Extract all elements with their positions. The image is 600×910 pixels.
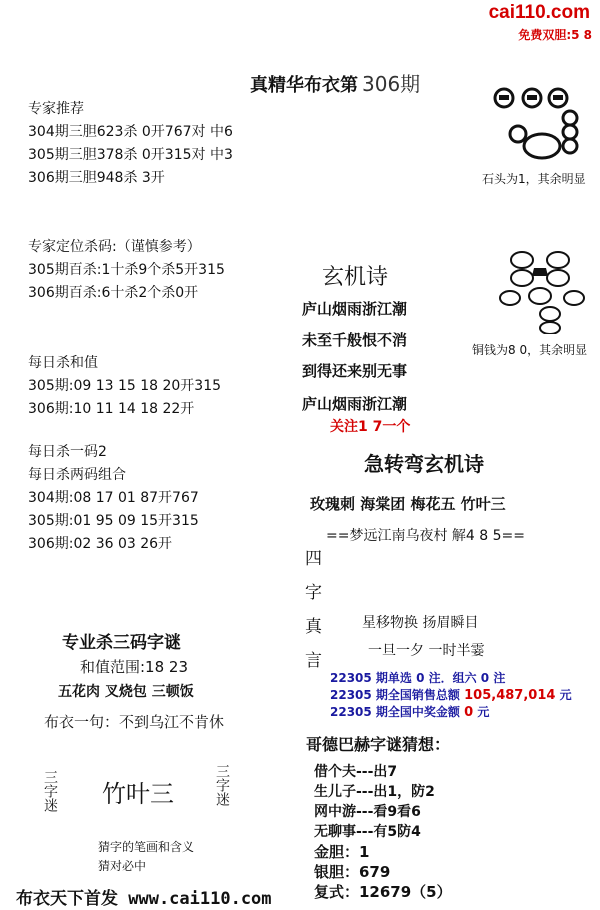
title-text: 真精华布衣第 <box>250 75 358 96</box>
four-words-char: 四 <box>305 549 322 569</box>
kill-position-line: 306期百杀:6十杀2个杀0开 <box>28 285 199 301</box>
riddle-dishes: 五花肉 叉烧包 三顿饭 <box>58 684 194 700</box>
poem2-line-1: 玫瑰刺 海棠团 梅花五 竹叶三 <box>310 495 506 513</box>
expert-line: 304期三胆623杀 0开767对 中6 <box>28 124 233 140</box>
stat-value: 105,487,014 <box>464 688 556 703</box>
poem1-line: 庐山烟雨浙江潮 <box>302 300 408 318</box>
poem1-heading: 玄机诗 <box>322 265 389 290</box>
stat-unit: 元 <box>477 705 490 719</box>
stone-puzzle-image <box>490 84 590 170</box>
goethe-heading: 哥德巴赫字谜猜想： <box>306 735 451 754</box>
daily-kill-line: 306期:02 36 03 26开 <box>28 536 173 552</box>
stat-label: 22305 期全国销售总额 <box>330 688 460 702</box>
stat-single-selection <box>330 669 505 686</box>
poem1-line: 到得还来别无事 <box>302 362 408 380</box>
four-words-line-2: 一旦一夕 一时半霎 <box>368 643 485 659</box>
page-title <box>250 68 420 97</box>
four-words-char: 真 <box>305 617 322 637</box>
four-words-char: 字 <box>305 583 322 603</box>
goethe-line: 生儿子---出1，防2 <box>314 784 435 800</box>
stat-prize-total <box>330 703 489 720</box>
stat-label: 22305 期全国中奖金额 <box>330 705 460 719</box>
poem1-line: 庐山烟雨浙江潮 <box>302 395 408 413</box>
goethe-line: 无聊事---有5防4 <box>314 824 421 840</box>
daily-sum-heading: 每日杀和值 <box>28 355 98 371</box>
free-double-note: 免费双胆:5 8 <box>518 28 592 42</box>
poem2-heading: 急转弯玄机诗 <box>364 452 484 476</box>
goethe-line: 复式：12679（5） <box>314 883 452 901</box>
riddle-range: 和值范围:18 23 <box>80 658 188 676</box>
four-words-line-1: 星移物换 扬眉瞬目 <box>362 615 479 631</box>
coin-puzzle-image <box>496 248 592 334</box>
kill-position-heading: 专家定位杀码:（谨慎参考） <box>28 239 201 255</box>
daily-kill-heading-2: 每日杀两码组合 <box>28 467 126 483</box>
riddle-heading: 专业杀三码字谜 <box>62 633 181 653</box>
poem1-line: 未至千般恨不消 <box>302 331 408 349</box>
riddle-saying: 布衣一句：不到乌江不肯休 <box>44 713 225 731</box>
kill-position-line: 305期百杀:1十杀9个杀5开315 <box>28 262 225 278</box>
expert-line: 306期三胆948杀 3开 <box>28 170 165 186</box>
goethe-line: 金胆：1 <box>314 843 370 861</box>
stat-label: 22305 期单选 0 注．组六 0 注 <box>330 671 506 685</box>
expert-heading: 专家推荐 <box>28 101 84 117</box>
goethe-block <box>314 762 452 902</box>
daily-kill-heading-1: 每日杀一码2 <box>28 444 107 460</box>
daily-kill-line: 305期:01 95 09 15开315 <box>28 513 199 529</box>
riddle-big-text: 竹叶三 <box>102 780 174 808</box>
four-words-char: 言 <box>305 651 322 671</box>
daily-kill-block <box>28 441 199 556</box>
coin-puzzle-caption: 铜钱为8 0，其余明显 <box>472 343 588 357</box>
poem2-line-2: ==梦远江南乌夜村 解4 8 5== <box>326 528 525 544</box>
title-issue: 306期 <box>362 72 421 96</box>
stone-puzzle-caption: 石头为1，其余明显 <box>482 172 586 186</box>
daily-sum-block <box>28 352 221 421</box>
riddle-right-vertical: 三字迷 <box>214 764 230 806</box>
goethe-line: 银胆：679 <box>314 863 391 881</box>
expert-line: 305期三胆378杀 0开315对 中3 <box>28 147 233 163</box>
footer-text: 布衣天下首发 www.cai110.com <box>16 889 272 909</box>
poem1-note: 关注1 7一个 <box>330 419 411 435</box>
goethe-line: 网中游---看9看6 <box>314 804 421 820</box>
riddle-note-1: 猜字的笔画和含义 <box>98 840 195 854</box>
stat-unit: 元 <box>559 688 572 702</box>
site-brand: cai110.com <box>488 2 590 23</box>
stat-sales-total <box>330 686 572 703</box>
kill-position-block <box>28 236 225 305</box>
riddle-note-2: 猜对必中 <box>98 859 147 873</box>
goethe-line: 借个夫---出7 <box>314 764 398 780</box>
four-words-vertical <box>305 542 322 678</box>
riddle-left-vertical: 三字迷 <box>42 770 58 812</box>
daily-sum-line: 305期:09 13 15 18 20开315 <box>28 378 222 394</box>
stat-value: 0 <box>464 705 474 720</box>
expert-block <box>28 98 233 190</box>
daily-kill-line: 304期:08 17 01 87开767 <box>28 490 199 506</box>
daily-sum-line: 306期:10 11 14 18 22开 <box>28 401 195 417</box>
